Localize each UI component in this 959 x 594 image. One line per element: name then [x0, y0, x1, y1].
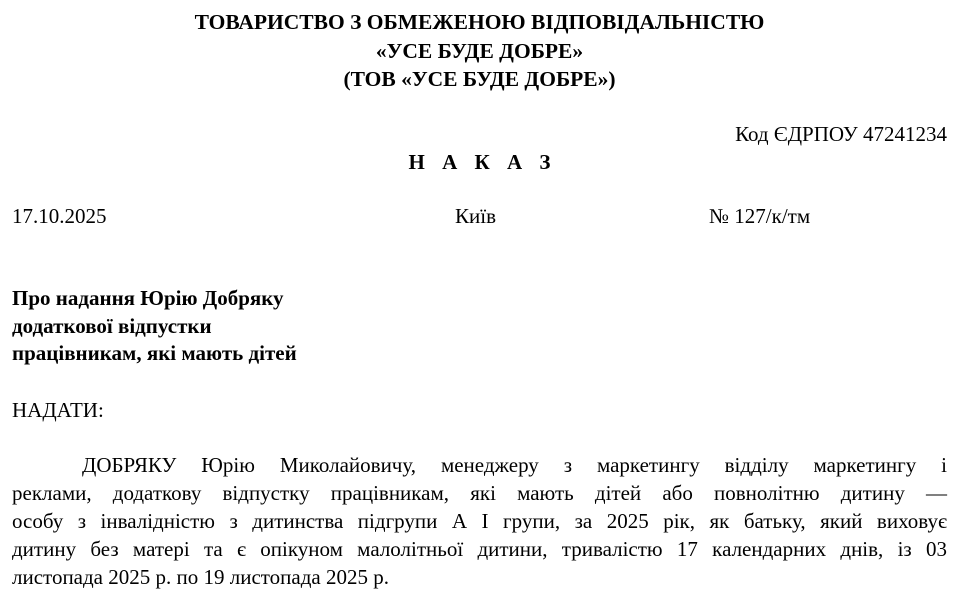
- order-body-paragraph: [12, 451, 947, 591]
- body-line: дитину без матері та є опікуном малолітньої дитини, тривалістю 17 календарних днів, із 03: [12, 537, 947, 561]
- body-line: листопада 2025 р. по 19 листопада 2025 р.: [12, 565, 389, 589]
- body-line: особу з інвалідністю з дитинства підгрупи А I групи, за 2025 рік, як батьку, який виховує: [12, 509, 947, 533]
- edrpou-code: Код ЄДРПОУ 47241234: [735, 122, 947, 146]
- document-meta-row: [0, 202, 959, 230]
- organization-short-name: (ТОВ «УСЕ БУДЕ ДОБРЕ»): [343, 67, 616, 91]
- organization-name: ТОВАРИСТВО З ОБМЕЖЕНОЮ ВІДПОВІДАЛЬНІСТЮ: [194, 10, 765, 34]
- subject-line: працівникам, які мають дітей: [12, 341, 297, 365]
- body-line: ДОБРЯКУ Юрію Миколайовичу, менеджеру з маркетингу відділу маркетингу і: [82, 453, 947, 477]
- document-number: № 127/к/тм: [709, 204, 811, 228]
- document-date: 17.10.2025: [12, 204, 107, 228]
- body-line: реклами, додаткову відпустку працівникам, які мають дітей або повнолітню дитину —: [12, 481, 947, 505]
- organization-header: [0, 8, 959, 94]
- document-city: Київ: [455, 204, 496, 228]
- subject-line: додаткової відпустки: [12, 313, 212, 338]
- document-title: Н А К А З: [408, 150, 557, 174]
- organization-brand-name: «УСЕ БУДЕ ДОБРЕ»: [375, 38, 584, 63]
- grant-label: НАДАТИ:: [12, 398, 104, 422]
- subject-line: Про надання Юрію Добряку: [12, 286, 284, 310]
- document-subject: [12, 285, 297, 368]
